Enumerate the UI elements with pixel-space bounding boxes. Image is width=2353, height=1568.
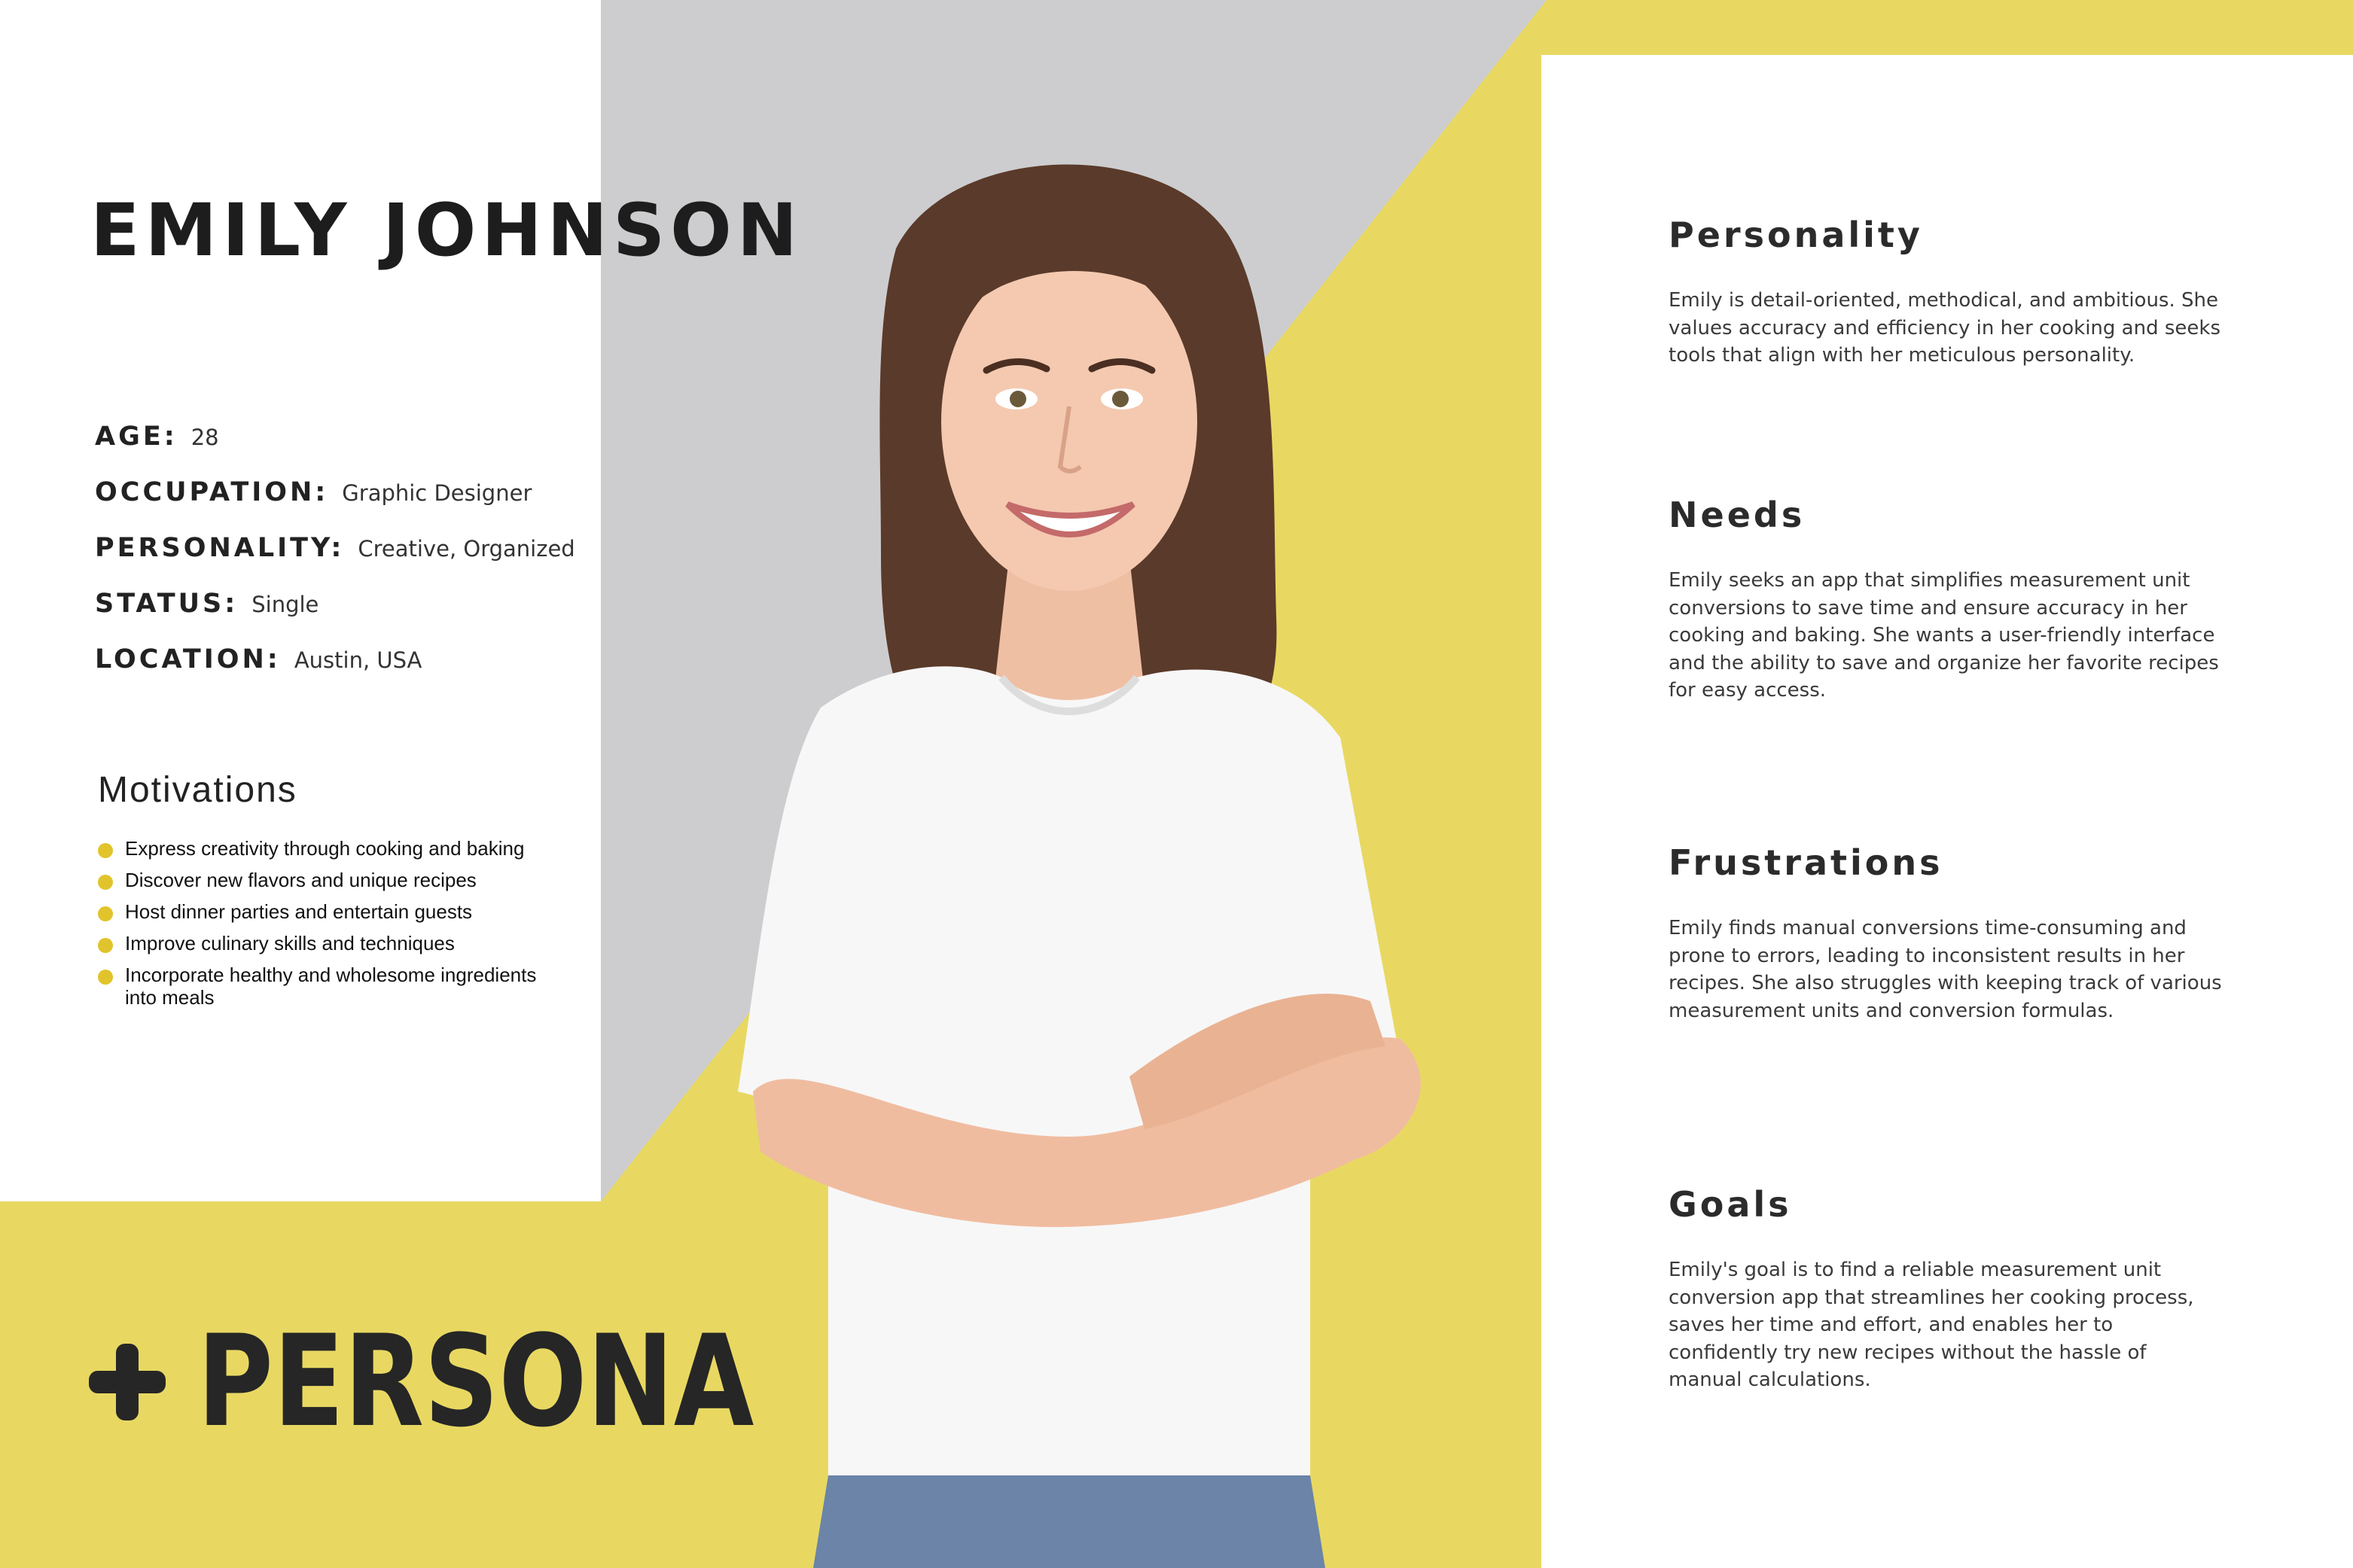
motivation-text: Improve culinary skills and techniques: [125, 932, 455, 955]
list-item: [98, 932, 572, 955]
info-row-occupation: [95, 477, 575, 533]
section-frustrations: [1669, 842, 2226, 1025]
section-title: Needs: [1669, 495, 1806, 535]
info-row-status: [95, 589, 575, 644]
motivation-text: Host dinner parties and entertain guests: [125, 900, 473, 923]
info-value: 28: [190, 425, 219, 450]
bullet-dot-icon: [98, 875, 113, 890]
section-body: Emily seeks an app that simplifies measurement unit conversions to save time and ensure accuracy in her cooking and baking. She wants a user-friendly interface and the ability to save and organize her favorite recipes for easy access.: [1669, 569, 2219, 702]
section-body: Emily finds manual conversions time-consuming and prone to errors, leading to inconsistent results in her recipes. She also struggles with keeping track of various measurement units and conversion formulas.: [1669, 917, 2222, 1022]
list-item: [98, 869, 572, 891]
bullet-dot-icon: [98, 906, 113, 921]
info-value: Creative, Organized: [358, 536, 575, 562]
info-label: LOCATION:: [95, 644, 281, 674]
motivation-text: Incorporate healthy and wholesome ingredients into meals: [125, 964, 537, 1009]
motivation-text: Discover new flavors and unique recipes: [125, 869, 477, 891]
info-row-personality: [95, 533, 575, 589]
info-label: PERSONALITY:: [95, 533, 345, 563]
info-label: OCCUPATION:: [95, 477, 329, 507]
section-title: Frustrations: [1669, 842, 1943, 883]
section-goals: [1669, 1184, 2226, 1394]
persona-name: EMILY JOHNSON: [90, 188, 803, 272]
bullet-dot-icon: [98, 938, 113, 953]
info-row-location: [95, 644, 575, 700]
info-value: Single: [251, 592, 319, 617]
info-list: [95, 422, 575, 700]
section-needs: [1669, 495, 2226, 705]
info-row-age: [95, 422, 575, 477]
info-label: STATUS:: [95, 589, 239, 619]
list-item: [98, 837, 572, 860]
info-value: Austin, USA: [294, 647, 422, 673]
motivation-text: Express creativity through cooking and baking: [125, 837, 525, 860]
section-title: Personality: [1669, 215, 1923, 255]
section-body: Emily is detail-oriented, methodical, and ambitious. She values accuracy and efficiency in her cooking and seeks tools that align with her meticulous personality.: [1669, 289, 2221, 367]
persona-wordmark: PERSONA: [197, 1308, 754, 1455]
motivations-list: [98, 837, 572, 1018]
section-personality: [1669, 215, 2226, 370]
section-title: Goals: [1669, 1184, 1792, 1225]
plus-icon: [89, 1344, 166, 1420]
list-item: [98, 900, 572, 923]
info-value: Graphic Designer: [342, 480, 532, 506]
info-label: AGE:: [95, 422, 178, 452]
motivations-title: Motivations: [98, 770, 297, 810]
list-item: [98, 964, 572, 1009]
bullet-dot-icon: [98, 843, 113, 858]
bullet-dot-icon: [98, 970, 113, 985]
section-body: Emily's goal is to find a reliable measurement unit conversion app that streamlines her cooking process, saves her time and effort, and enables her to confidently try new recipes without the hassle of manual calculations.: [1669, 1259, 2194, 1391]
woman-portrait-photo: [648, 135, 1521, 1568]
